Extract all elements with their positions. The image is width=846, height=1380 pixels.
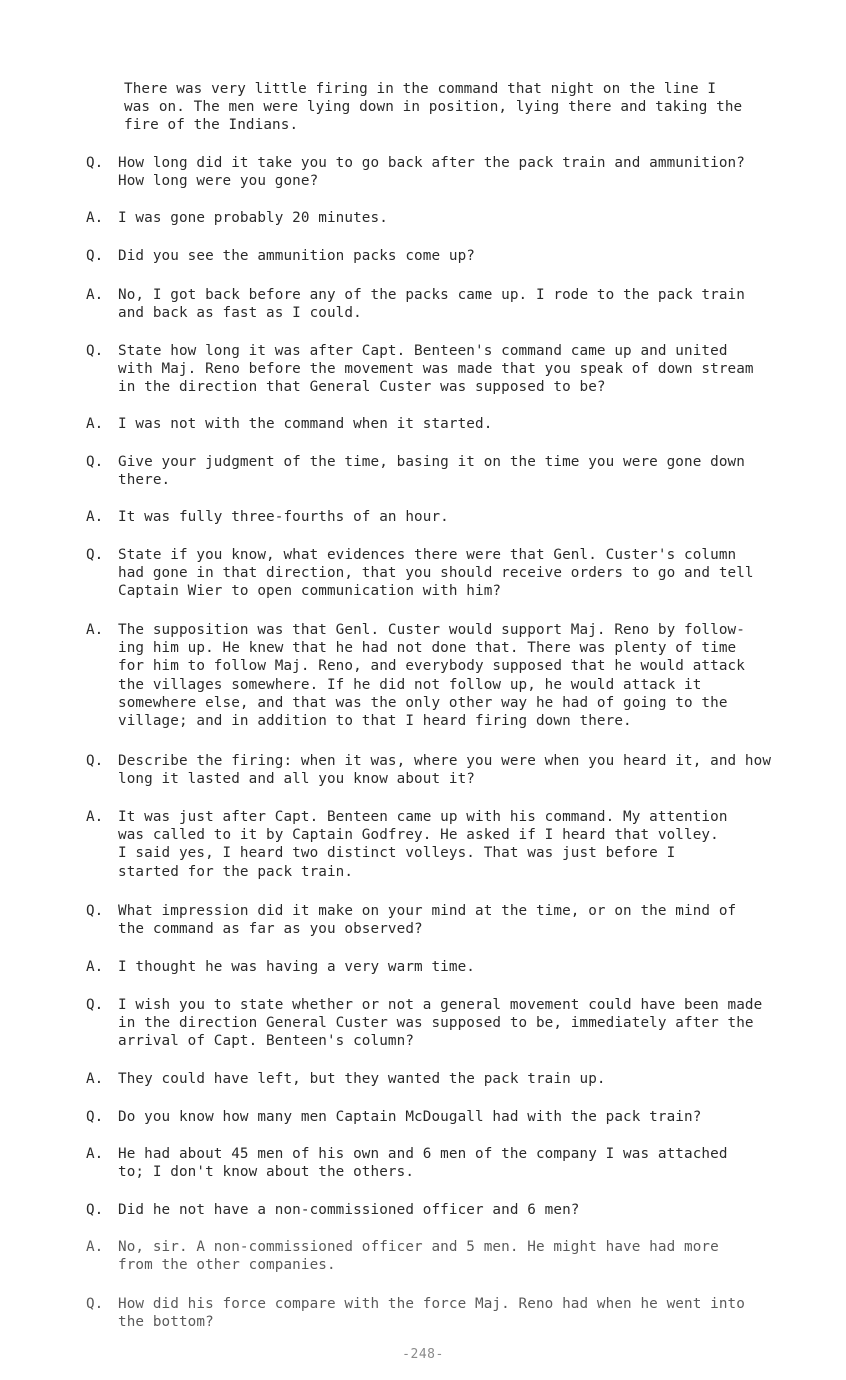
question-1 — [86, 154, 821, 190]
q-marker: Q. — [86, 753, 104, 769]
question-11 — [86, 1295, 821, 1331]
question-text: How long did it take you to go back after the pack train and ammunition? How long were you gone? — [118, 155, 745, 190]
answer-text: It was just after Capt. Benteen came up with his command. My attention was called to it by Captain Godfrey. He asked if I heard that volley. I said yes, I heard two distinct volleys. That was just before I started for the pack train. — [118, 809, 728, 880]
answer-text: I thought he was having a very warm time. — [118, 959, 476, 975]
answer-text: They could have left, but they wanted the pack train up. — [118, 1071, 606, 1087]
answer-text: He had about 45 men of his own and 6 men of the company I was attached to; I don't know about the others. — [118, 1146, 728, 1181]
q-marker: Q. — [86, 997, 104, 1013]
answer-10 — [86, 1238, 821, 1274]
question-text: Give your judgment of the time, basing it on the time you were gone down there. — [118, 454, 745, 489]
q-marker: Q. — [86, 454, 104, 470]
question-text: How did his force compare with the force Maj. Reno had when he went into the bottom? — [118, 1296, 745, 1331]
answer-text: I was not with the command when it started. — [118, 416, 493, 432]
answer-1 — [86, 209, 821, 227]
answer-7 — [86, 958, 821, 976]
a-marker: A. — [86, 509, 104, 525]
question-text: Describe the firing: when it was, where you were when you heard it, and how long it lasted and all you know about it? — [118, 753, 772, 788]
question-5 — [86, 546, 821, 601]
question-6 — [86, 752, 821, 788]
a-marker: A. — [86, 287, 104, 303]
question-9 — [86, 1108, 821, 1126]
q-marker: Q. — [86, 1296, 104, 1312]
question-text: Did he not have a non-commissioned officer and 6 men? — [118, 1202, 580, 1218]
answer-text: It was fully three-fourths of an hour. — [118, 509, 449, 525]
a-marker: A. — [86, 1071, 104, 1087]
question-text: I wish you to state whether or not a general movement could have been made in the direction General Custer was supposed to be, immediately after the arrival of Capt. Benteen's column? — [118, 997, 763, 1050]
question-text: What impression did it make on your mind at the time, or on the mind of the command as far as you observed? — [118, 903, 737, 938]
answer-8 — [86, 1070, 821, 1088]
answer-text: I was gone probably 20 minutes. — [118, 210, 388, 226]
answer-2 — [86, 286, 821, 322]
q-marker: Q. — [86, 1109, 104, 1125]
intro-paragraph: There was very little firing in the command that night on the line I was on. The men were lying down in position, lying there and taking the fire of the Indians. — [124, 81, 743, 134]
q-marker: Q. — [86, 248, 104, 264]
question-4 — [86, 453, 821, 489]
a-marker: A. — [86, 416, 104, 432]
answer-text: No, sir. A non-commissioned officer and 5 men. He might have had more from the other companies. — [118, 1239, 719, 1274]
a-marker: A. — [86, 622, 104, 638]
question-2 — [86, 247, 821, 265]
q-marker: Q. — [86, 547, 104, 563]
answer-9 — [86, 1145, 821, 1181]
q-marker: Q. — [86, 903, 104, 919]
q-marker: Q. — [86, 343, 104, 359]
q-marker: Q. — [86, 1202, 104, 1218]
answer-text: The supposition was that Genl. Custer would support Maj. Reno by follow- ing him up. He knew that he had not done that. There was plenty of time for him to follow Maj. Reno, and everybody supposed that he would attack the villages somewhere. If he did not follow up, he would attack it somewhere else, and that was the only other way he had of going to the village; and in addition to that I heard firing down there. — [118, 622, 745, 730]
question-3 — [86, 342, 821, 397]
answer-5 — [86, 621, 821, 730]
question-8 — [86, 996, 821, 1051]
page-number: -248- — [402, 1347, 444, 1362]
answer-text: No, I got back before any of the packs came up. I rode to the pack train and back as fast as I could. — [118, 287, 745, 322]
a-marker: A. — [86, 1239, 104, 1255]
a-marker: A. — [86, 1146, 104, 1162]
answer-3 — [86, 415, 821, 433]
question-text: Did you see the ammunition packs come up? — [118, 248, 476, 264]
q-marker: Q. — [86, 155, 104, 171]
a-marker: A. — [86, 959, 104, 975]
question-text: Do you know how many men Captain McDougall had with the pack train? — [118, 1109, 702, 1125]
answer-6 — [86, 808, 821, 881]
question-text: State how long it was after Capt. Benteen's command came up and united with Maj. Reno before the movement was made that you speak of down stream in the direction that General Custer was supposed to be? — [118, 343, 754, 396]
question-text: State if you know, what evidences there were that Genl. Custer's column had gone in that direction, that you should receive orders to go and tell Captain Wier to open communication with him? — [118, 547, 754, 600]
a-marker: A. — [86, 809, 104, 825]
question-7 — [86, 902, 821, 938]
answer-4 — [86, 508, 821, 526]
question-10 — [86, 1201, 821, 1219]
a-marker: A. — [86, 210, 104, 226]
